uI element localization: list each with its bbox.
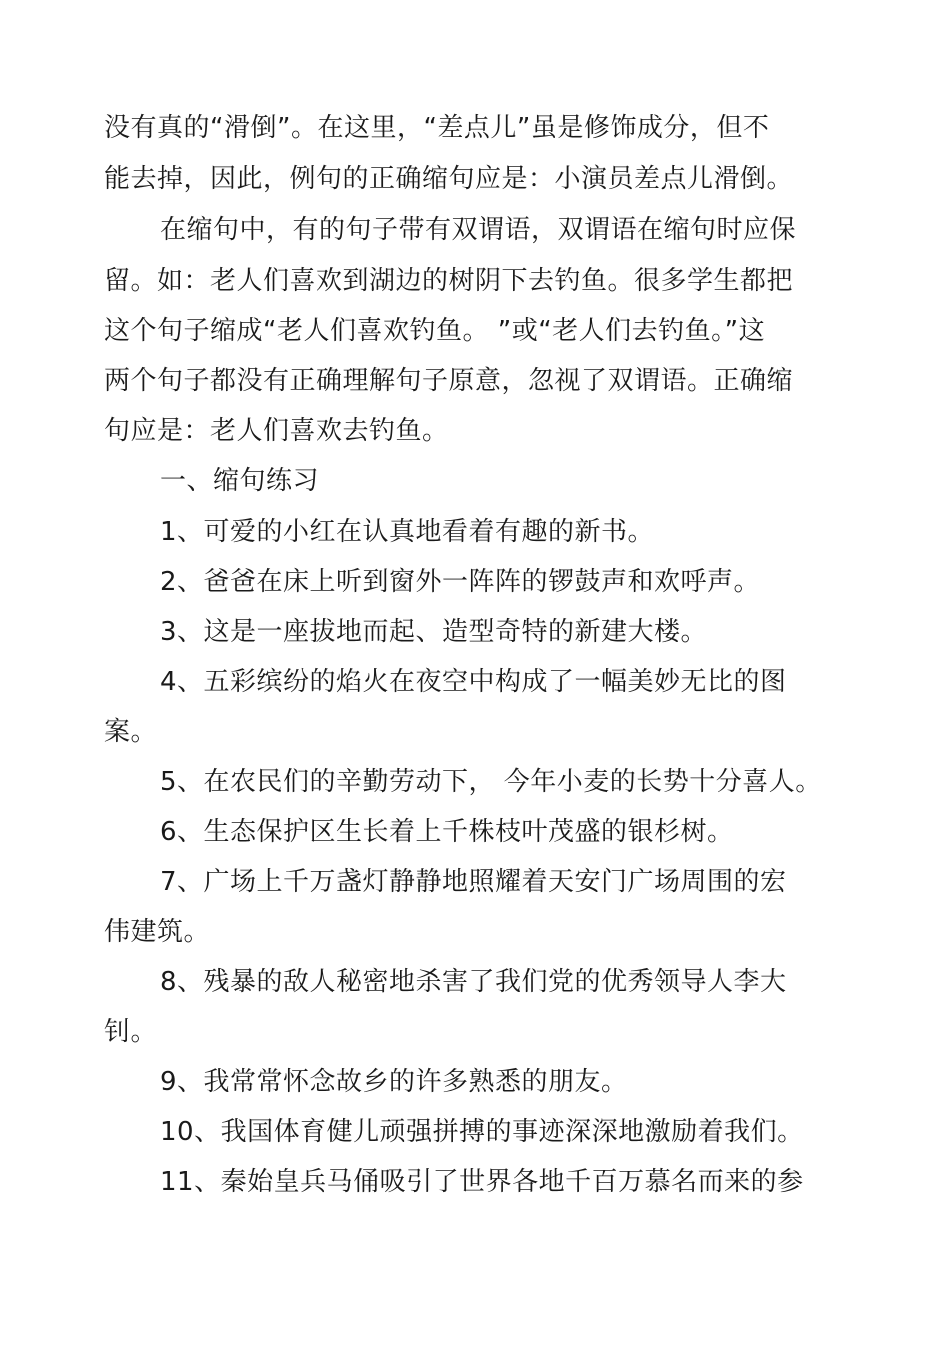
text-line: 两个句子都没有正确理解句子原意，忽视了双谓语。正确缩 <box>104 366 794 396</box>
text-line: 这个句子缩成“老人们喜欢钓鱼。 ”或“老人们去钓鱼。”这 <box>104 316 766 346</box>
text-line: 留。如：老人们喜欢到湖边的树阴下去钓鱼。很多学生都把 <box>104 266 794 296</box>
exercise-item: 10、我国体育健儿顽强拼搏的事迹深深地激励着我们。 <box>160 1117 804 1147</box>
exercise-item: 5、在农民们的辛勤劳动下， 今年小麦的长势十分喜人。 <box>160 767 822 797</box>
text-line: 句应是：老人们喜欢去钓鱼。 <box>104 416 449 446</box>
exercise-item-continuation: 伟建筑。 <box>104 917 211 947</box>
exercise-item: 2、爸爸在床上听到窗外一阵阵的锣鼓声和欢呼声。 <box>160 567 761 597</box>
exercise-item: 9、我常常怀念故乡的许多熟悉的朋友。 <box>160 1067 628 1097</box>
text-line: 能去掉，因此，例句的正确缩句应是：小演员差点儿滑倒。 <box>104 164 794 194</box>
exercise-item: 8、残暴的敌人秘密地杀害了我们党的优秀领导人李大 <box>160 967 787 997</box>
exercise-item-continuation: 钊。 <box>104 1017 158 1047</box>
exercise-item-continuation: 案。 <box>104 717 158 747</box>
exercise-item: 3、这是一座拔地而起、造型奇特的新建大楼。 <box>160 617 708 647</box>
section-heading: 一、缩句练习 <box>160 466 320 496</box>
exercise-item: 6、生态保护区生长着上千株枝叶茂盛的银杉树。 <box>160 817 734 847</box>
exercise-item: 4、五彩缤纷的焰火在夜空中构成了一幅美妙无比的图 <box>160 667 787 697</box>
text-line: 没有真的“滑倒”。在这里，“差点儿”虽是修饰成分，但不 <box>104 113 770 143</box>
exercise-item: 11、秦始皇兵马俑吸引了世界各地千百万慕名而来的参 <box>160 1167 804 1197</box>
exercise-item: 7、广场上千万盏灯静静地照耀着天安门广场周围的宏 <box>160 867 787 897</box>
exercise-item: 1、可爱的小红在认真地看着有趣的新书。 <box>160 517 655 547</box>
paragraph-start-line: 在缩句中，有的句子带有双谓语，双谓语在缩句时应保 <box>160 215 797 245</box>
